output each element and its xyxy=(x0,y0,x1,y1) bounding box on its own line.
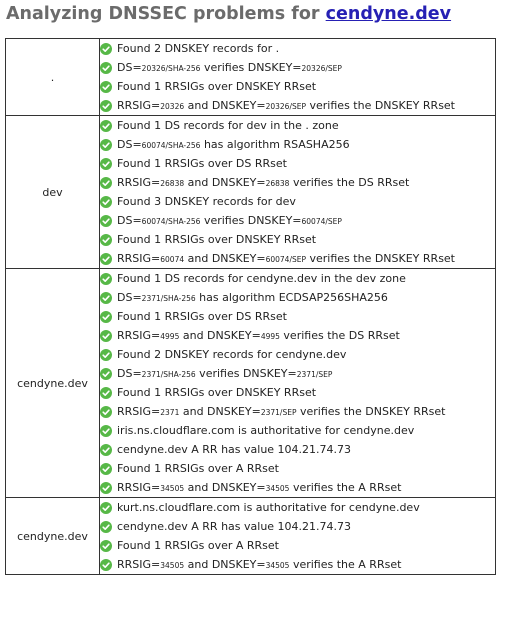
check-text xyxy=(117,326,400,346)
check-item xyxy=(100,39,495,58)
check-text-part: verifies DNSKEY= xyxy=(200,60,302,74)
check-text-part: has algorithm RSASHA256 xyxy=(200,137,350,151)
check-circle-icon xyxy=(100,292,112,304)
check-item xyxy=(100,211,495,230)
check-circle-icon xyxy=(100,406,112,418)
key-id: 60074/SHA-256 xyxy=(141,140,201,150)
check-list xyxy=(100,498,496,575)
check-text xyxy=(117,364,332,384)
check-text-part: verifies the DS RRset xyxy=(289,175,410,189)
check-text xyxy=(117,440,351,459)
key-id: 20326 xyxy=(160,101,185,111)
check-text xyxy=(117,192,296,211)
check-circle-icon xyxy=(100,196,112,208)
check-text-part: verifies the DNSKEY RRset xyxy=(296,404,446,418)
check-circle-icon xyxy=(100,502,112,514)
check-text-part: cendyne.dev A RR has value 104.21.74.73 xyxy=(117,443,352,456)
check-text-part: and DNSKEY= xyxy=(184,175,266,189)
check-text-part: Found 1 RRSIGs over DNSKEY RRset xyxy=(117,80,317,93)
key-id: 60074/SEP xyxy=(301,216,342,226)
check-text-part: iris.ns.cloudflare.com is authoritative for cendyne.dev xyxy=(117,424,415,437)
check-text xyxy=(117,230,316,249)
zone-name: cendyne.dev xyxy=(6,269,100,498)
check-circle-icon xyxy=(100,387,112,399)
check-text-part: Found 1 RRSIGs over A RRset xyxy=(117,539,279,552)
check-text-part: and DNSKEY= xyxy=(179,404,261,418)
check-text xyxy=(117,536,279,555)
check-text-part: Found 1 RRSIGs over DNSKEY RRset xyxy=(117,386,317,399)
key-id: 34505 xyxy=(265,560,290,570)
check-text-part: DS= xyxy=(117,213,142,227)
check-circle-icon xyxy=(100,368,112,380)
check-circle-icon xyxy=(100,425,112,437)
check-text xyxy=(117,211,342,231)
key-id: 2371/SHA-256 xyxy=(141,293,196,303)
zone-row xyxy=(6,269,496,498)
check-text xyxy=(117,421,414,440)
check-item xyxy=(100,326,495,345)
check-text-part: cendyne.dev A RR has value 104.21.74.73 xyxy=(117,520,352,533)
check-text-part: and DNSKEY= xyxy=(184,98,266,112)
check-text-part: Found 1 RRSIGs over DS RRset xyxy=(117,310,287,323)
check-text-part: Found 1 DS records for dev in the . zone xyxy=(117,119,339,132)
zone-row xyxy=(6,498,496,575)
key-id: 60074/SEP xyxy=(265,254,307,264)
dnssec-results-table xyxy=(5,38,496,575)
check-text xyxy=(117,402,445,422)
check-item xyxy=(100,555,495,574)
key-id: 4995 xyxy=(160,331,180,341)
check-text-part: verifies the DNSKEY RRset xyxy=(306,251,455,265)
key-id: 2371/SHA-256 xyxy=(141,369,196,379)
check-circle-icon xyxy=(100,444,112,456)
check-circle-icon xyxy=(100,521,112,533)
key-id: 34505 xyxy=(160,560,185,570)
check-text xyxy=(117,173,409,193)
check-text-part: and DNSKEY= xyxy=(184,557,266,571)
check-text-part: RRSIG= xyxy=(117,175,161,189)
page-title-text: Analyzing DNSSEC problems for xyxy=(6,4,326,24)
check-text xyxy=(117,249,455,269)
check-circle-icon xyxy=(100,177,112,189)
zone-name: cendyne.dev xyxy=(6,498,100,575)
check-item xyxy=(100,249,495,268)
check-text-part: verifies the DNSKEY RRset xyxy=(306,98,455,112)
check-circle-icon xyxy=(100,81,112,93)
check-text-part: and DNSKEY= xyxy=(179,328,261,342)
check-text-part: Found 1 RRSIGs over DNSKEY RRset xyxy=(117,233,317,246)
check-item xyxy=(100,77,495,96)
check-item xyxy=(100,421,495,440)
check-item xyxy=(100,96,495,115)
check-text xyxy=(117,307,287,326)
check-text xyxy=(117,517,351,536)
check-item xyxy=(100,269,495,288)
check-item xyxy=(100,498,495,517)
check-item xyxy=(100,307,495,326)
check-text-part: Found 2 DNSKEY records for cendyne.dev xyxy=(117,348,347,361)
check-text xyxy=(117,58,342,78)
check-text xyxy=(117,154,287,173)
zone-row xyxy=(6,39,496,116)
check-text-part: verifies the DS RRset xyxy=(279,328,400,342)
key-id: 20326/SEP xyxy=(301,63,342,73)
check-text-part: kurt.ns.cloudflare.com is authoritative for cendyne.dev xyxy=(117,501,420,514)
key-id: 26838 xyxy=(160,178,185,188)
check-text xyxy=(117,288,388,308)
check-item xyxy=(100,517,495,536)
check-item xyxy=(100,402,495,421)
results-body xyxy=(6,39,496,575)
check-text-part: RRSIG= xyxy=(117,404,161,418)
check-text xyxy=(117,96,455,116)
check-text-part: has algorithm ECDSAP256SHA256 xyxy=(195,290,388,304)
check-circle-icon xyxy=(100,215,112,227)
check-text xyxy=(117,555,401,575)
check-text-part: RRSIG= xyxy=(117,98,161,112)
check-text-part: DS= xyxy=(117,137,142,151)
check-text-part: Found 1 DS records for cendyne.dev in the dev zone xyxy=(117,272,406,285)
check-text xyxy=(117,269,406,288)
check-text-part: and DNSKEY= xyxy=(184,251,266,265)
page-title xyxy=(6,1,451,27)
check-item xyxy=(100,345,495,364)
check-circle-icon xyxy=(100,273,112,285)
check-text-part: and DNSKEY= xyxy=(184,480,266,494)
check-text xyxy=(117,345,346,364)
check-circle-icon xyxy=(100,62,112,74)
zone-name: . xyxy=(6,39,100,116)
key-id: 2371/SEP xyxy=(260,407,297,417)
check-circle-icon xyxy=(100,349,112,361)
check-circle-icon xyxy=(100,43,112,55)
check-circle-icon xyxy=(100,234,112,246)
check-circle-icon xyxy=(100,120,112,132)
check-circle-icon xyxy=(100,311,112,323)
check-item xyxy=(100,154,495,173)
zone-row xyxy=(6,116,496,269)
check-circle-icon xyxy=(100,158,112,170)
check-text-part: RRSIG= xyxy=(117,557,161,571)
check-text-part: RRSIG= xyxy=(117,480,161,494)
check-item xyxy=(100,536,495,555)
check-text-part: DS= xyxy=(117,290,142,304)
key-id: 20326/SEP xyxy=(265,101,307,111)
key-id: 4995 xyxy=(260,331,280,341)
check-text-part: verifies the A RRset xyxy=(289,480,402,494)
check-item xyxy=(100,478,495,497)
key-id: 60074/SHA-256 xyxy=(141,216,201,226)
key-id: 60074 xyxy=(160,254,185,264)
check-circle-icon xyxy=(100,482,112,494)
check-text-part: verifies the A RRset xyxy=(289,557,402,571)
check-item xyxy=(100,288,495,307)
check-text-part: Found 2 DNSKEY records for . xyxy=(117,42,280,55)
check-circle-icon xyxy=(100,330,112,342)
check-text-part: DS= xyxy=(117,60,142,74)
check-text xyxy=(117,498,420,517)
check-circle-icon xyxy=(100,100,112,112)
domain-link[interactable]: cendyne.dev xyxy=(325,4,452,24)
check-text xyxy=(117,383,316,402)
key-id: 2371 xyxy=(160,407,180,417)
check-list xyxy=(100,269,496,498)
key-id: 34505 xyxy=(265,483,290,493)
check-text xyxy=(117,77,316,96)
check-text xyxy=(117,39,279,58)
check-text xyxy=(117,116,339,135)
check-item xyxy=(100,116,495,135)
zone-name: dev xyxy=(6,116,100,269)
key-id: 2371/SEP xyxy=(296,369,333,379)
check-text-part: Found 1 RRSIGs over DS RRset xyxy=(117,157,287,170)
check-item xyxy=(100,440,495,459)
check-circle-icon xyxy=(100,463,112,475)
check-item xyxy=(100,135,495,154)
check-item xyxy=(100,383,495,402)
check-text xyxy=(117,459,279,478)
check-list xyxy=(100,39,496,116)
check-item xyxy=(100,364,495,383)
check-text-part: verifies DNSKEY= xyxy=(200,213,302,227)
check-text-part: DS= xyxy=(117,366,142,380)
check-item xyxy=(100,192,495,211)
check-circle-icon xyxy=(100,540,112,552)
check-item xyxy=(100,230,495,249)
check-circle-icon xyxy=(100,559,112,571)
key-id: 34505 xyxy=(160,483,185,493)
check-text-part: Found 1 RRSIGs over A RRset xyxy=(117,462,279,475)
check-item xyxy=(100,173,495,192)
check-text xyxy=(117,135,350,155)
check-text xyxy=(117,478,401,498)
check-text-part: RRSIG= xyxy=(117,328,161,342)
check-circle-icon xyxy=(100,139,112,151)
check-circle-icon xyxy=(100,253,112,265)
key-id: 20326/SHA-256 xyxy=(141,63,201,73)
check-text-part: Found 3 DNSKEY records for dev xyxy=(117,195,296,208)
check-item xyxy=(100,58,495,77)
check-text-part: RRSIG= xyxy=(117,251,161,265)
key-id: 26838 xyxy=(265,178,290,188)
check-text-part: verifies DNSKEY= xyxy=(195,366,297,380)
check-list xyxy=(100,116,496,269)
check-item xyxy=(100,459,495,478)
